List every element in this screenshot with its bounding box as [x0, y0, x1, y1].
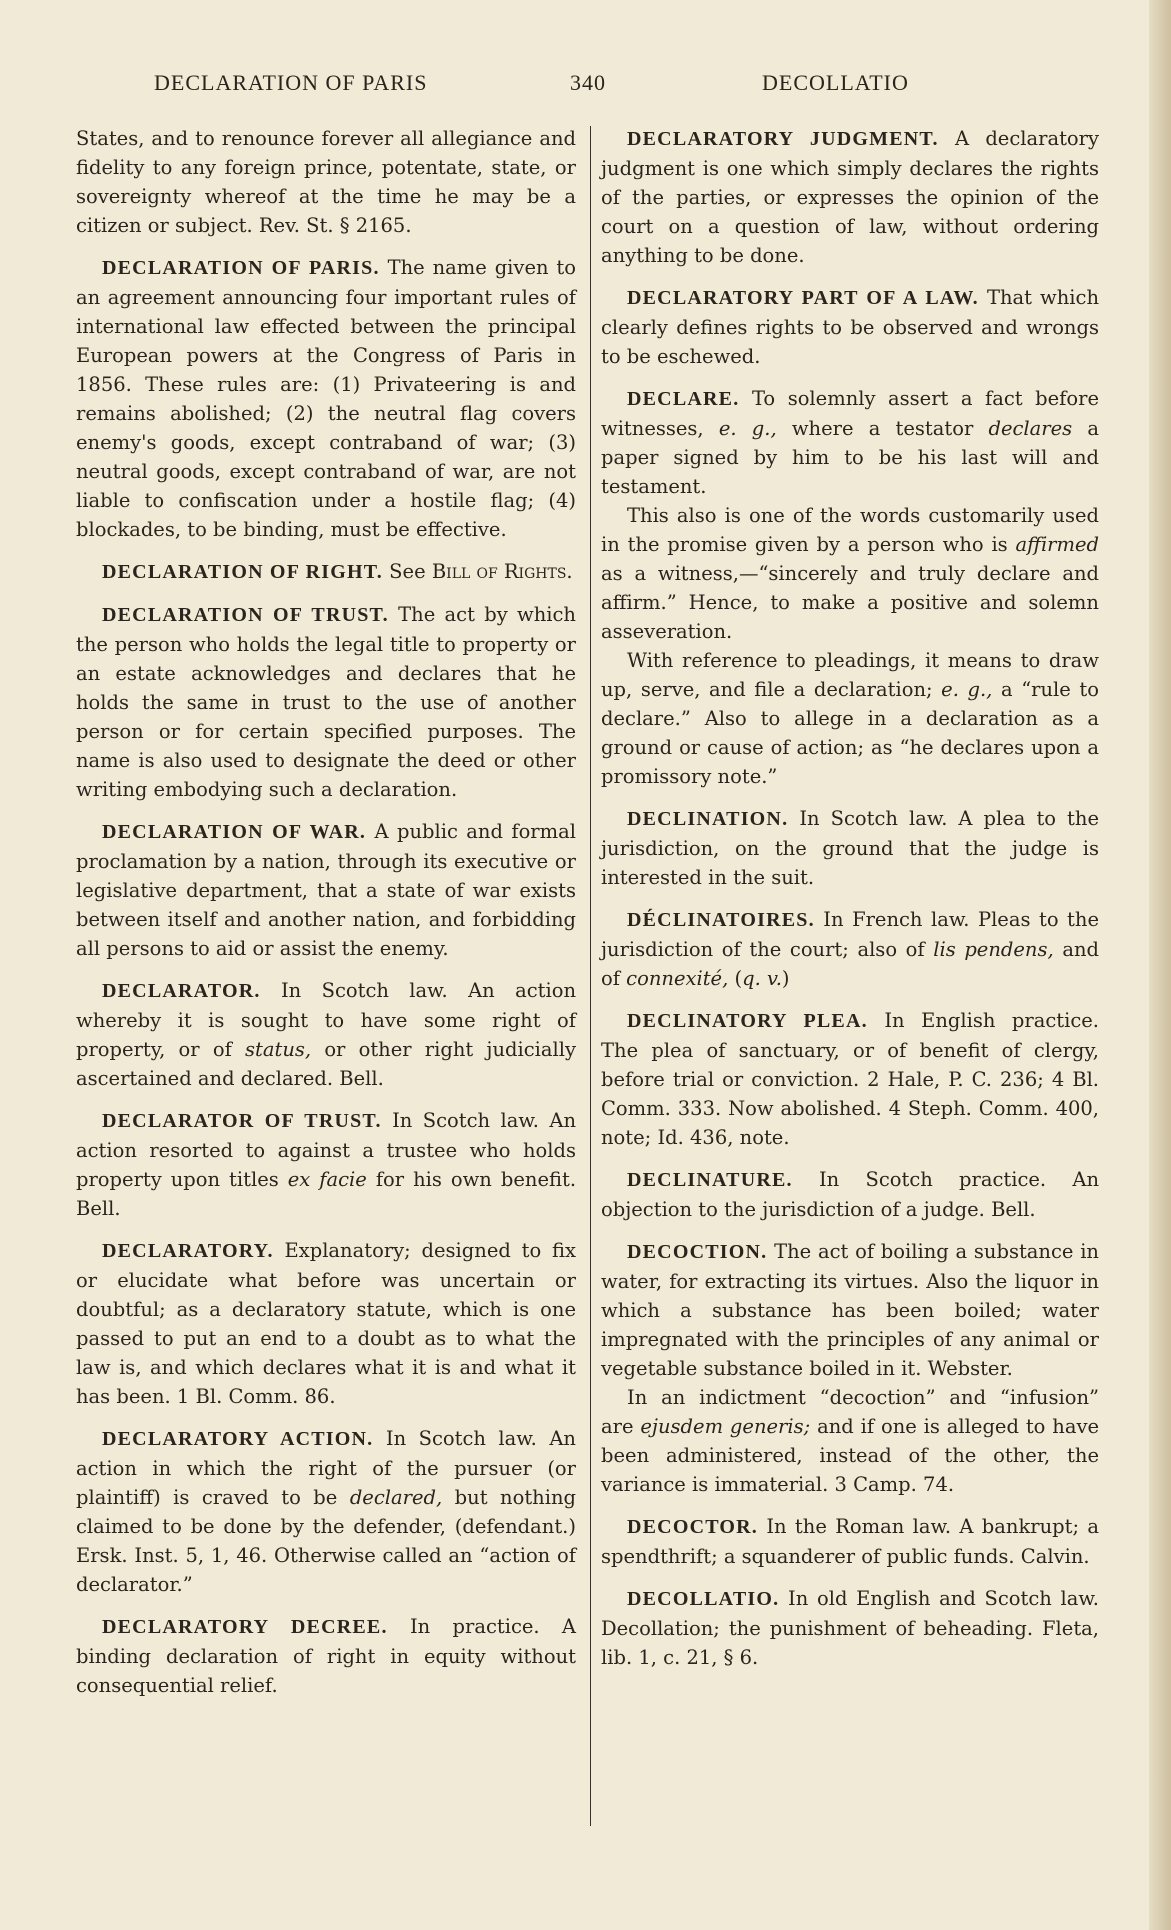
entry-term: DECLARATION OF WAR.: [102, 821, 367, 843]
continuation-paragraph: States, and to renounce forever all allegiance and fidelity to any foreign prince, potentate, state, or sovereignty whereof at the time he may be a citizen or subject. Rev. St. § 2165.: [76, 127, 576, 237]
entry-term: DECLARATORY PART OF A LAW.: [627, 287, 979, 309]
entry-text: A declaratory judgment is one which simply declares the rights of the parties, or expresses the opinion of the court on a question of law, without ordering anything to be done.: [601, 127, 1099, 267]
entry-term: DECLARATORY JUDGMENT.: [627, 128, 939, 150]
entry-term: DECLARATOR OF TRUST.: [102, 1110, 382, 1132]
entry-text: With reference to pleadings, it means to draw up, serve, and file a declaration;: [601, 649, 1099, 701]
entry-italic: affirmed: [1015, 533, 1100, 556]
entry-italic: q. v.: [742, 967, 782, 990]
entry-text: In Scotch law. An action whereby it is sought to have some right of property, or of: [76, 979, 577, 1061]
cross-reference: Bill of Rights.: [431, 560, 573, 583]
entry-text: Explanatory; designed to fix or elucidate what before was uncertain or doubtful; as a declaratory statute, which is one passed to put an end to a doubt as to what the law is, and which declares what it is and what it has been. 1 Bl. Comm. 86.: [76, 1239, 576, 1408]
entry-italic: ejusdem generis;: [640, 1415, 811, 1438]
entry-italic: lis pendens,: [933, 938, 1054, 961]
entry-term: DECLARATION OF TRUST.: [102, 604, 389, 626]
entry-text: In Scotch practice. An objection to the jurisdiction of a judge. Bell.: [601, 1168, 1100, 1221]
entry-term: DECLARE.: [627, 388, 740, 410]
entry-text: In practice. A binding declaration of right in equity without consequential relief.: [76, 1615, 577, 1697]
entry-term: DECLARATORY DECREE.: [102, 1616, 388, 1638]
entry-decoction: [601, 1237, 1099, 1383]
entry-declarator: [76, 976, 576, 1093]
entry-declare: [601, 384, 1099, 501]
entry-term: DECLINATURE.: [627, 1169, 793, 1191]
column-divider: [590, 126, 591, 1826]
entry-declaratory-action: [76, 1424, 576, 1599]
entry-term: DECLARATORY.: [102, 1240, 274, 1262]
entry-text: This also is one of the words customarily used in the promise given by a person who is: [601, 504, 1099, 556]
entry-term: DECOCTOR.: [627, 1516, 759, 1538]
entry-declaratory-decree: [76, 1612, 576, 1700]
entry-declaration-of-paris: [76, 253, 576, 544]
entry-text: In an indictment “decoction” and “infusion” are: [601, 1386, 1099, 1438]
entry-text: or other right judicially ascertained and declared. Bell.: [76, 1038, 577, 1090]
entry-decoction-paragraph-2: [601, 1383, 1099, 1499]
entry-term: DECOLLATIO.: [627, 1588, 780, 1610]
entry-text: where a testator: [791, 417, 974, 440]
entry-declare-paragraph-2: [601, 501, 1099, 646]
entry-italic: declared,: [349, 1486, 443, 1509]
entry-text: See: [389, 560, 426, 583]
entry-italic: status,: [245, 1038, 312, 1061]
entry-text: In old English and Scotch law. Decollation; the punishment of beheading. Fleta, lib. 1, c. 21, § 6.: [601, 1587, 1099, 1669]
entry-text: In French law. Pleas to the jurisdiction of the court; also of: [601, 908, 1099, 961]
entry-text: a “rule to declare.” Also to allege in a declaration as a ground or cause of action; as “he declares upon a promissory note.”: [601, 678, 1099, 788]
entry-text: and of: [601, 938, 1099, 990]
header-left-guide-word: DECLARATION OF PARIS: [154, 70, 428, 95]
entry-text: That which clearly defines rights to be observed and wrongs to be eschewed.: [601, 286, 1099, 368]
entry-text: ): [781, 967, 790, 990]
entry-text: for his own benefit. Bell.: [76, 1168, 577, 1220]
entry-term: DECLARATOR.: [102, 980, 261, 1002]
right-column: [601, 124, 1099, 1685]
entry-term: DÉCLINATOIRES.: [627, 909, 815, 931]
entry-declaration-of-trust: [76, 600, 576, 804]
entry-text: The act of boiling a substance in water, for extracting its virtues. Also the liquor in which a substance has been boiled; water impregnated with the principles of any animal or vegetable substance boiled in it. Webster.: [601, 1240, 1099, 1380]
entry-text: A public and formal proclamation by a nation, through its executive or legislative department, that a state of war exists between itself and another nation, and forbidding all persons to aid or assist the enemy.: [76, 820, 576, 960]
entry-text: and if one is alleged to have been administered, instead of the other, the variance is immaterial. 3 Camp. 74.: [601, 1415, 1100, 1496]
entry-declination: [601, 804, 1099, 892]
page-number: 340: [570, 70, 606, 95]
entry-term: DECLARATORY ACTION.: [102, 1428, 374, 1450]
entry-declinatoires: [601, 905, 1099, 993]
entry-italic: declares: [988, 417, 1073, 440]
entry-declinature: [601, 1165, 1099, 1224]
entry-declaration-of-war: [76, 817, 576, 963]
entry-text: In Scotch law. A plea to the jurisdiction, on the ground that the judge is interested in the suit.: [601, 807, 1099, 889]
entry-declarator-of-trust: [76, 1106, 576, 1223]
entry-term: DECLARATION OF PARIS.: [102, 257, 380, 279]
entry-declaratory-part-of-a-law: [601, 283, 1099, 371]
header-right-guide-word: DECOLLATIO: [762, 70, 909, 95]
entry-decollatio: [601, 1584, 1099, 1672]
entry-text: In Scotch law. An action resorted to against a trustee who holds property upon titles: [76, 1109, 577, 1191]
entry-declinatory-plea: [601, 1006, 1099, 1152]
entry-term: DECLINATORY PLEA.: [627, 1010, 868, 1032]
entry-declaratory: [76, 1236, 576, 1411]
entry-text: The act by which the person who holds the legal title to property or an estate acknowledges and declares that he holds the same in trust to the use of another person or for certain specified purposes. The name is also used to designate the deed or other writing embodying such a declaration.: [76, 603, 576, 801]
entry-decoctor: [601, 1512, 1099, 1571]
entry-text: In Scotch law. An action in which the right of the pursuer (or plaintiff) is craved to be: [76, 1427, 576, 1509]
entry-italic: ex facie: [287, 1168, 367, 1191]
entry-text: In the Roman law. A bankrupt; a spendthrift; a squanderer of public funds. Calvin.: [601, 1515, 1099, 1568]
entry-text: as a witness,—“sincerely and truly declare and affirm.” Hence, to make a positive and solemn asseveration.: [601, 562, 1099, 643]
entry-declare-paragraph-3: [601, 646, 1099, 791]
entry-text: (: [734, 967, 743, 990]
entry-text: but nothing claimed to be done by the defender, (defendant.) Ersk. Inst. 5, 1, 46. Otherwise called an “action of declarator.”: [76, 1486, 576, 1596]
entry-text: In English practice. The plea of sanctuary, or of benefit of clergy, before trial or conviction. 2 Hale, P. C. 236; 4 Bl. Comm. 333. Now abolished. 4 Steph. Comm. 400, note; Id. 436, note.: [601, 1009, 1100, 1149]
entry-term: DECOCTION.: [627, 1241, 768, 1263]
entry-text: The name given to an agreement announcing four important rules of international law effected between the principal European powers at the Congress of Paris in 1856. These rules are: (1) Privateering is and remains abolished; (2) the neutral flag covers enemy's goods, except contraband of war; (3) neutral goods, except contraband of war, are not liable to confiscation under a hostile flag; (4) blockades, to be binding, must be effective.: [76, 256, 577, 541]
entry-term: DECLARATION OF RIGHT.: [102, 561, 383, 583]
entry-text: To solemnly assert a fact before witnesses,: [601, 387, 1099, 440]
entry-italic: connexité,: [626, 967, 729, 990]
entry-text: a paper signed by him to be his last will and testament.: [601, 417, 1100, 498]
page-edge: [1149, 0, 1171, 1930]
entry-italic: e. g.,: [941, 678, 993, 701]
entry-declaratory-judgment: [601, 124, 1099, 270]
left-column: [76, 124, 576, 1713]
entry-declaration-of-right: [76, 557, 576, 587]
running-header: [150, 70, 950, 100]
entry-term: DECLINATION.: [627, 808, 789, 830]
entry-italic: e. g.,: [718, 417, 777, 440]
